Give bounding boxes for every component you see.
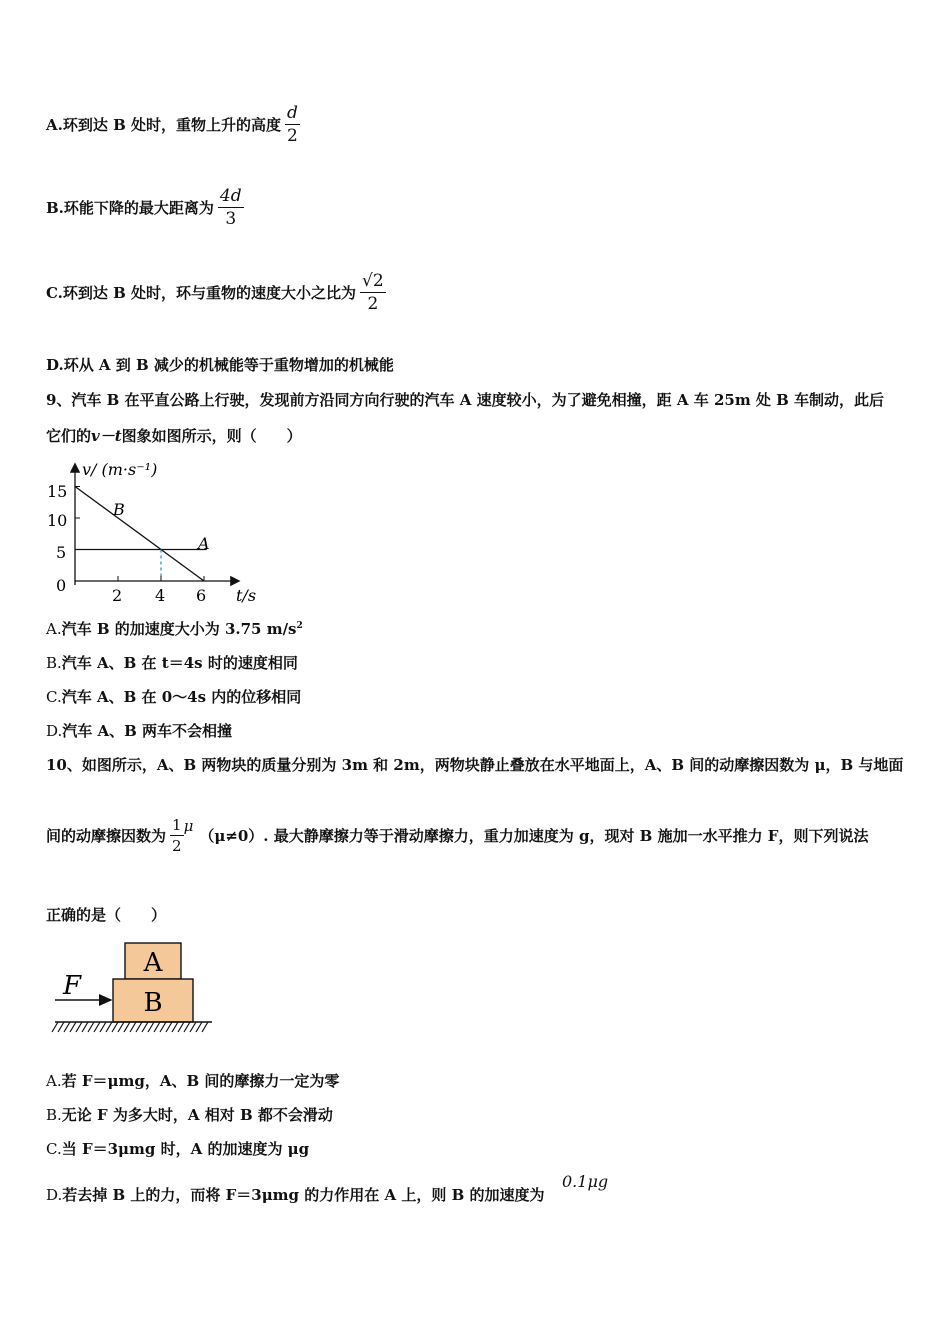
q9-option-a-sup: 2 — [296, 621, 303, 631]
fraction-denominator: 2 — [287, 126, 298, 146]
x-axis-label: t/s — [236, 586, 257, 605]
q9-stem-pre: 它们的 — [46, 427, 92, 445]
y-tick-15: 15 — [47, 482, 68, 501]
q8-option-c — [46, 270, 386, 315]
series-line-b — [75, 487, 204, 582]
hatch-line — [88, 1022, 94, 1032]
q10-stem-line3: 正确的是（ ） — [46, 906, 167, 924]
y-tick-10: 10 — [47, 511, 68, 530]
hatch-line — [100, 1022, 106, 1032]
block-a-label: A — [143, 948, 163, 978]
fraction-numerator: √2 — [362, 271, 384, 291]
q10-option-c-text: 当 F＝3μmg 时，A 的加速度为 μg — [61, 1140, 310, 1158]
x-tick-4: 4 — [155, 586, 166, 605]
q10-option-d-text: 若去掉 B 上的力，而将 F＝3μmg 的力作用在 A 上，则 B 的加速度为 — [62, 1186, 545, 1204]
hatch-line — [130, 1022, 136, 1032]
hatch-line — [166, 1022, 172, 1032]
q10-option-c — [46, 1138, 309, 1159]
hatch-line — [190, 1022, 196, 1032]
fraction-numerator: d — [286, 103, 298, 123]
hatch-line — [136, 1022, 142, 1032]
q8-option-b-text: B.环能下降的最大距离为 — [46, 199, 214, 217]
q10-stem-line2 — [46, 815, 868, 856]
q8-option-c-text: C.环到达 B 处时，环与重物的速度大小之比为 — [46, 284, 357, 302]
q9-option-c-text: 汽车 A、B 在 0～4s 内的位移相同 — [61, 688, 302, 706]
hatch-line — [148, 1022, 154, 1032]
q8-option-a-text: A.环到达 B 处时，重物上升的高度 — [46, 116, 281, 134]
q9-option-d — [46, 720, 232, 741]
hatch-line — [106, 1022, 112, 1032]
q10-stem-post: （μ≠0）. 最大静摩擦力等于滑动摩擦力，重力加速度为 g，现对 B 施加一水平推力 F，则下列说法 — [199, 827, 869, 845]
q10-option-d — [46, 1184, 544, 1205]
q9-stem-post: 图象如图所示，则（ ） — [121, 427, 302, 445]
hatch-line — [70, 1022, 76, 1032]
hatch-line — [124, 1022, 130, 1032]
q9-option-b — [46, 652, 298, 673]
fraction-numerator: 4d — [219, 186, 242, 206]
hatch-line — [64, 1022, 70, 1032]
q9-option-a-prefix: A. — [46, 620, 62, 638]
q9-option-c — [46, 686, 301, 707]
q10-option-a-text: 若 F＝μmg，A、B 间的摩擦力一定为零 — [61, 1072, 340, 1090]
hatch-line — [82, 1022, 88, 1032]
hatch-line — [76, 1022, 82, 1032]
hatch-line — [154, 1022, 160, 1032]
hatch-line — [202, 1022, 208, 1032]
q10-option-d-value: 0.1μg — [562, 1172, 609, 1191]
q10-option-c-prefix: C. — [46, 1140, 62, 1158]
q8-option-b-fraction — [218, 185, 244, 230]
q10-option-b — [46, 1104, 333, 1125]
q9-vt-graph — [40, 455, 270, 610]
q8-option-a-fraction — [285, 102, 300, 147]
q10-option-a — [46, 1070, 339, 1091]
y-tick-5: 5 — [56, 543, 67, 562]
q8-option-d: D.环从 A 到 B 减少的机械能等于重物增加的机械能 — [46, 356, 394, 374]
q9-stem-line2 — [46, 425, 302, 446]
hatch-line — [178, 1022, 184, 1032]
q9-option-c-prefix: C. — [46, 688, 62, 706]
hatch-line — [172, 1022, 178, 1032]
x-tick-2: 2 — [112, 586, 123, 605]
fraction-denominator: 2 — [172, 837, 182, 855]
series-label-b: B — [113, 500, 125, 519]
x-tick-6: 6 — [196, 586, 207, 605]
q10-option-d-prefix: D. — [46, 1186, 63, 1204]
hatch-line — [118, 1022, 124, 1032]
fraction-numerator: 1 — [172, 816, 182, 834]
q8-option-a — [46, 102, 300, 147]
q10-mu: μ — [183, 817, 194, 835]
hatch-line — [52, 1022, 58, 1032]
q9-option-a-text: 汽车 B 的加速度大小为 3.75 m/s — [61, 620, 297, 638]
hatch-line — [142, 1022, 148, 1032]
q10-fraction — [170, 815, 184, 856]
block-b-label: B — [143, 988, 163, 1018]
fraction-denominator: 3 — [225, 209, 237, 229]
q9-option-d-prefix: D. — [46, 722, 63, 740]
q9-option-a — [46, 618, 303, 639]
q8-option-b — [46, 185, 244, 230]
force-label: F — [63, 971, 82, 1001]
q10-option-a-prefix: A. — [46, 1072, 62, 1090]
q10-blocks-figure — [50, 938, 220, 1040]
hatch-line — [184, 1022, 190, 1032]
y-tick-0: 0 — [56, 576, 67, 595]
q10-stem-line1: 10、如图所示，A、B 两物块的质量分别为 3m 和 2m，两物块静止叠放在水平地面上，A、B 间的动摩擦因数为 μ，B 与地面 — [46, 756, 904, 774]
q8-option-c-fraction — [360, 270, 386, 315]
q10-option-b-prefix: B. — [46, 1106, 62, 1124]
q9-stem-line1: 9、汽车 B 在平直公路上行驶，发现前方沿同方向行驶的汽车 A 速度较小，为了避免相撞，距 A 车 25m 处 B 车制动，此后 — [46, 391, 885, 409]
q9-vt-label: v－t — [91, 427, 122, 445]
hatch-line — [58, 1022, 64, 1032]
q10-stem-pre: 间的动摩擦因数为 — [46, 827, 167, 845]
hatch-line — [94, 1022, 100, 1032]
q9-option-b-prefix: B. — [46, 654, 62, 672]
ground-hatching — [52, 1022, 208, 1032]
hatch-line — [160, 1022, 166, 1032]
q9-option-b-text: 汽车 A、B 在 t＝4s 时的速度相同 — [61, 654, 298, 672]
y-axis-label: v/ (m·s⁻¹) — [82, 460, 158, 479]
q9-option-d-text: 汽车 A、B 两车不会相撞 — [62, 722, 233, 740]
series-label-a: A — [198, 534, 210, 553]
fraction-denominator: 2 — [367, 294, 379, 314]
q10-option-b-text: 无论 F 为多大时，A 相对 B 都不会滑动 — [61, 1106, 333, 1124]
hatch-line — [112, 1022, 118, 1032]
hatch-line — [196, 1022, 202, 1032]
